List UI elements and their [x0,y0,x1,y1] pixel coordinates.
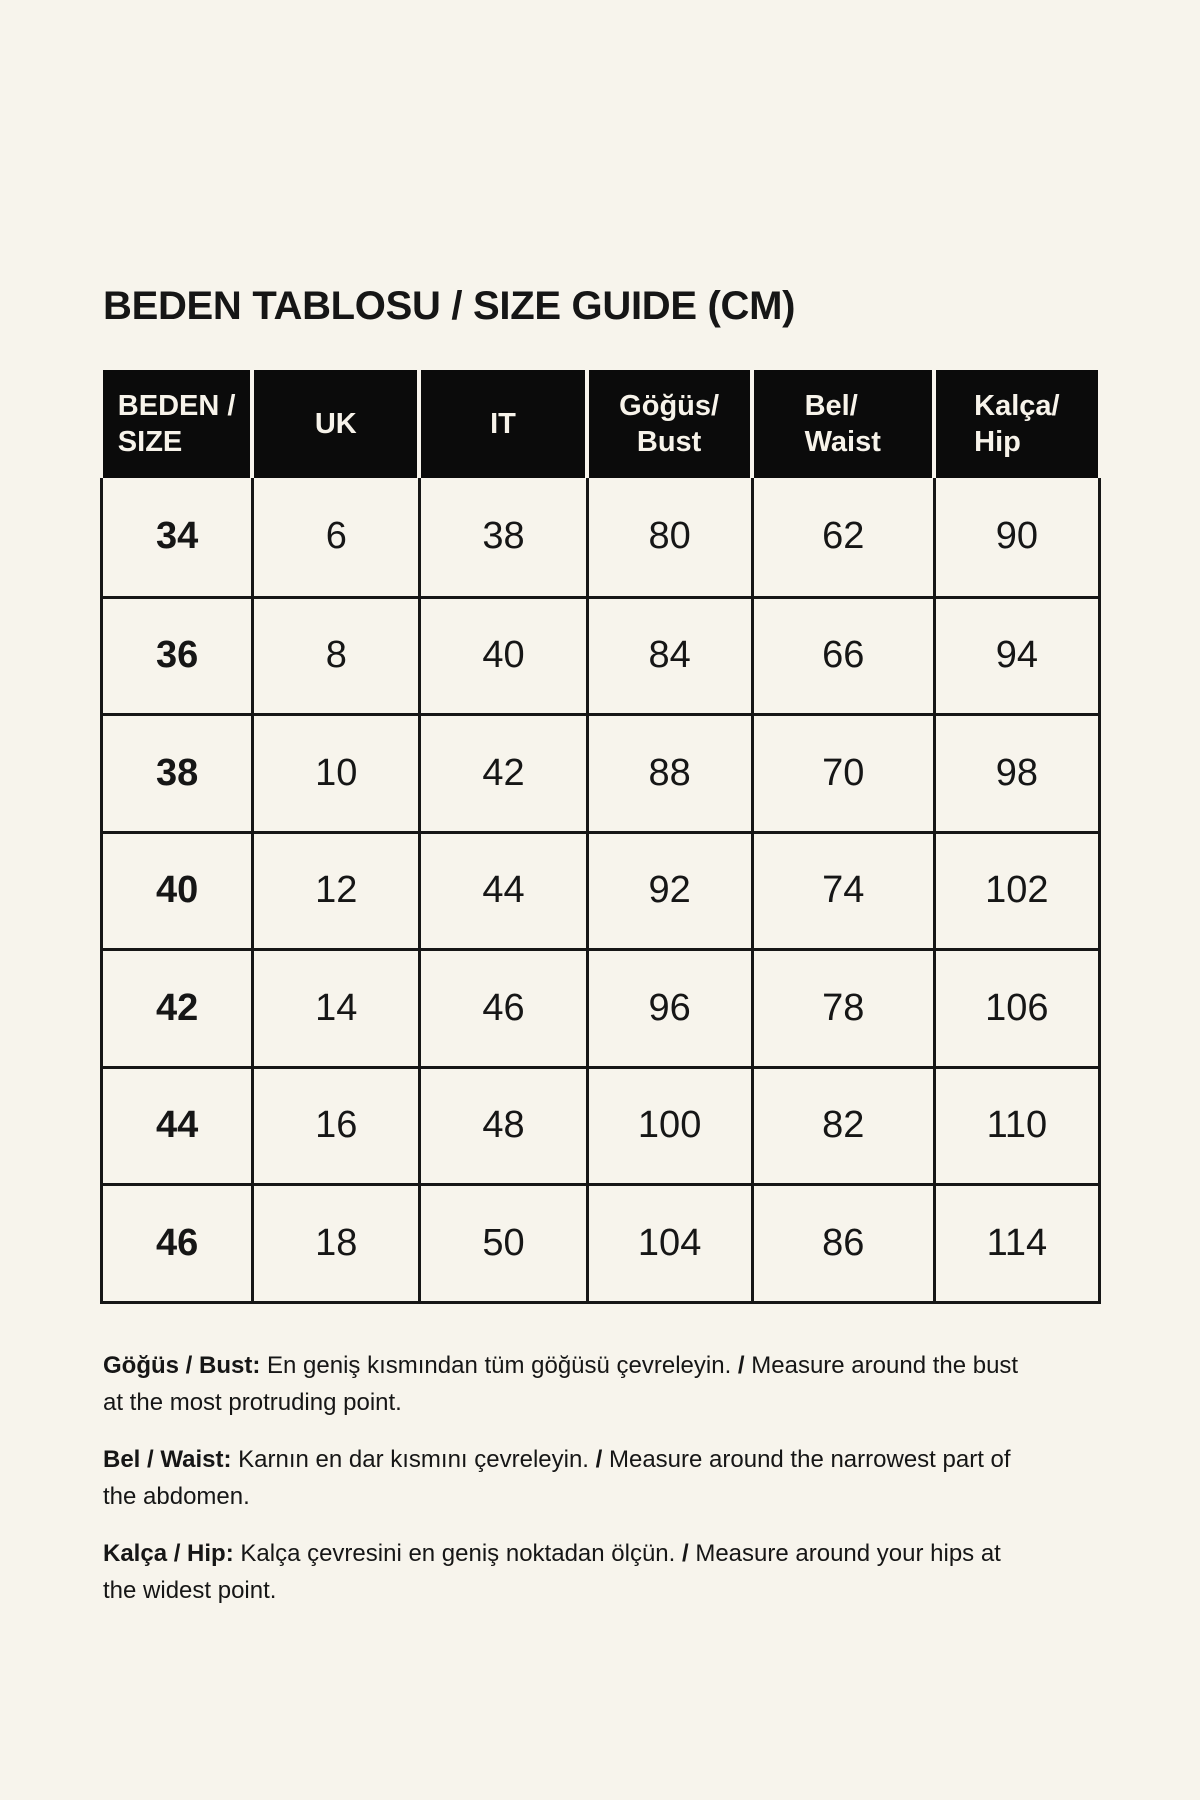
note-waist [103,1441,1103,1515]
cell-it: 48 [421,1069,588,1184]
cell-uk: 6 [254,478,421,596]
cell-bust: 100 [589,1069,754,1184]
table-row-42 [103,948,1098,1066]
cell-size: 34 [103,478,254,596]
cell-hip: 90 [995,515,1038,558]
cell-uk: 14 [254,951,421,1066]
cell-size: 40 [103,834,254,949]
cell-bust: 80 [589,478,754,596]
cell-size: 36 [103,599,254,714]
cell-it: 44 [421,834,588,949]
note-text-tr: Kalça çevresini en geniş noktadan ölçün. [240,1540,676,1567]
header-cell-uk [254,370,421,478]
header-cell-beden-size [103,370,254,478]
cell-waist: 86 [754,1186,936,1301]
page-title: BEDEN TABLOSU / SIZE GUIDE (CM) [103,284,796,328]
table-row-34 [103,478,1098,596]
header-cell-waist [754,370,936,478]
table-row-36 [103,596,1098,714]
note-text-en: Measure around the narrowest part of [608,1446,1011,1473]
note-lead: Kalça / Hip: [103,1540,234,1567]
cell-waist: 70 [754,716,936,831]
note-bust [103,1347,1103,1421]
table-row-44 [103,1066,1098,1184]
cell-hip: 98 [995,751,1038,794]
header-line: Hip [974,426,1021,458]
cell-size: 44 [103,1069,254,1184]
note-text-en: at the most protruding point. [103,1389,402,1416]
cell-bust: 84 [589,599,754,714]
cell-waist: 74 [754,834,936,949]
cell-uk: 12 [254,834,421,949]
note-separator: / [737,1352,745,1379]
cell-hip: 106 [985,986,1049,1029]
header-line: BEDEN / [117,390,236,422]
header-line: Kalça/ [974,390,1060,422]
cell-size: 38 [103,716,254,831]
table-row-40 [103,831,1098,949]
cell-bust: 88 [589,716,754,831]
cell-waist: 78 [754,951,936,1066]
cell-bust: 96 [589,951,754,1066]
note-lead: Göğüs / Bust: [103,1352,261,1379]
note-text-en: the widest point. [103,1577,277,1604]
cell-waist: 82 [754,1069,936,1184]
cell-it: 50 [421,1186,588,1301]
cell-waist: 66 [754,599,936,714]
cell-uk: 10 [254,716,421,831]
note-separator: / [682,1540,689,1567]
note-text-tr: Karnın en dar kısmını çevreleyin. [238,1446,589,1473]
header-cell-bust [589,370,754,478]
cell-hip: 102 [985,869,1049,912]
cell-uk: 18 [254,1186,421,1301]
cell-size: 42 [103,951,254,1066]
measurement-notes [103,1347,1103,1629]
note-lead: Bel / Waist: [103,1446,232,1473]
table-row-46 [103,1183,1098,1301]
cell-it: 42 [421,716,588,831]
header-line: Bel/ [804,390,858,422]
header-line: IT [490,408,516,440]
table-row-38 [103,713,1098,831]
cell-hip: 114 [986,1221,1048,1264]
note-text-en: Measure around the bust [751,1352,1019,1379]
note-text-en: Measure around your hips at [695,1540,1001,1567]
cell-it: 46 [421,951,588,1066]
note-hip [103,1535,1103,1609]
note-text-en: the abdomen. [103,1483,250,1510]
cell-hip: 94 [995,634,1038,677]
cell-size: 46 [103,1186,254,1301]
cell-bust: 92 [589,834,754,949]
size-table-header-row [103,370,1098,478]
header-line: Bust [636,426,702,458]
note-separator: / [595,1446,603,1473]
note-text-tr: En geniş kısmından tüm göğüsü çevreleyin. [267,1352,732,1379]
cell-bust: 104 [589,1186,754,1301]
size-table-body [100,478,1101,1304]
cell-uk: 16 [254,1069,421,1184]
header-line: Göğüs/ [619,390,720,422]
cell-it: 40 [421,599,588,714]
cell-hip: 110 [986,1104,1048,1147]
header-cell-it [421,370,588,478]
header-line: Waist [804,426,881,458]
cell-uk: 8 [254,599,421,714]
cell-it: 38 [421,478,588,596]
cell-waist: 62 [754,478,936,596]
header-line: SIZE [117,426,183,458]
header-line: UK [314,408,357,440]
header-cell-hip [936,370,1098,478]
